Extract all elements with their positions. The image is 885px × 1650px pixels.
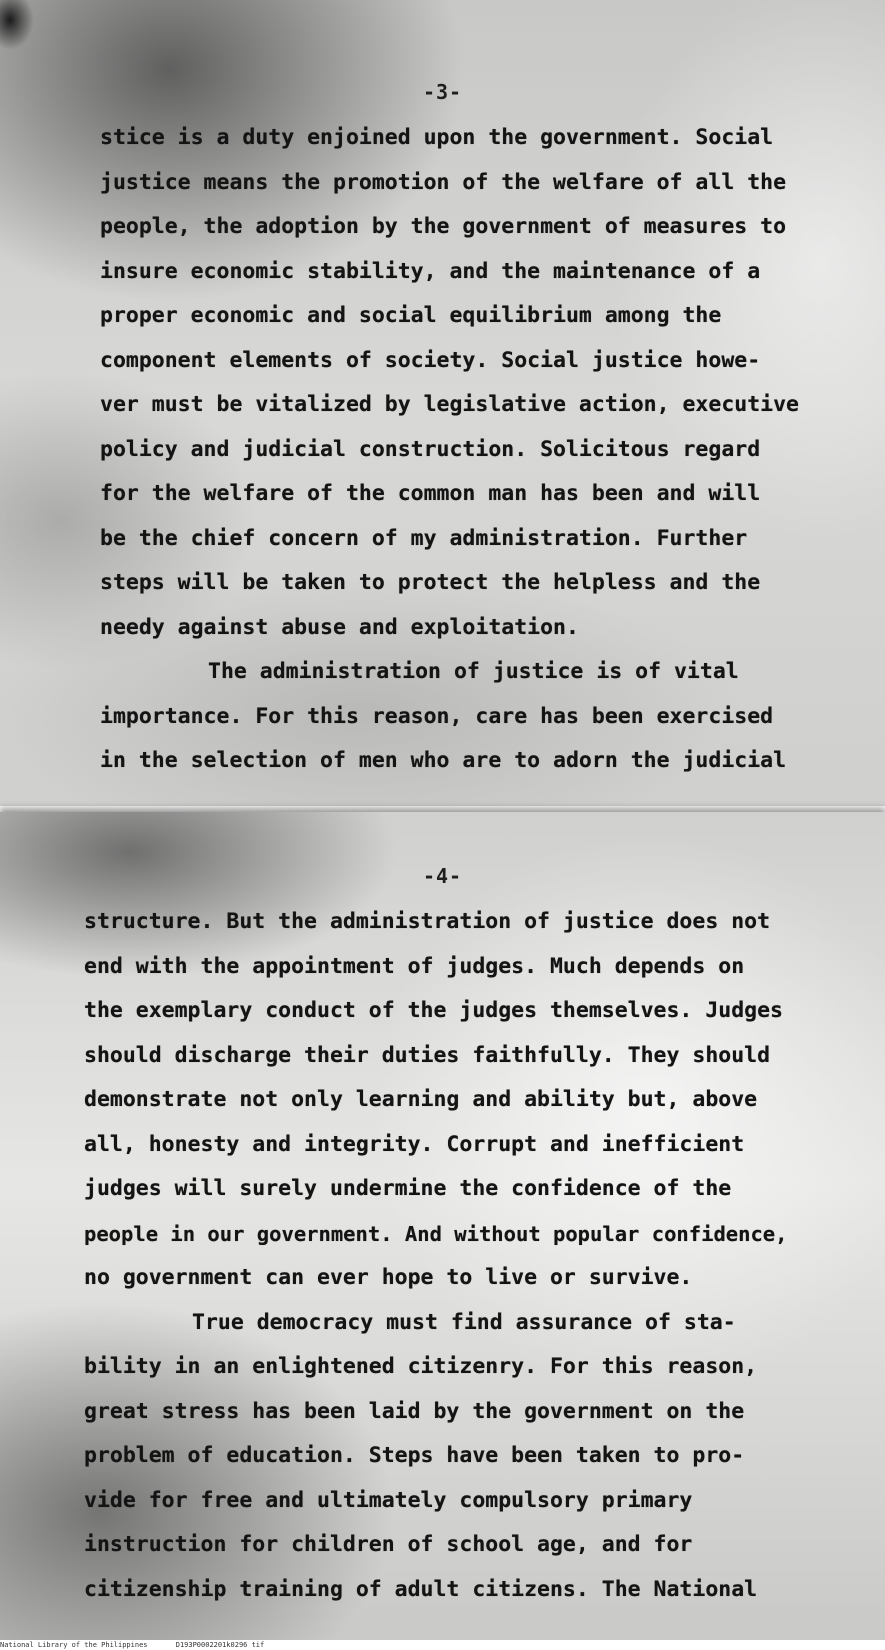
text-line: great stress has been laid by the government on the — [84, 1398, 745, 1424]
text-line: bility in an enlightened citizenry. For this reason, — [84, 1354, 758, 1379]
text-line: steps will be taken to protect the helpless and the — [100, 570, 761, 595]
text-line: insure economic stability, and the maintenance of a — [100, 258, 761, 284]
page-number: -3- — [422, 80, 463, 104]
page-number: -4- — [422, 864, 463, 888]
paragraph-start-line: True democracy must find assurance of sta- — [192, 1309, 736, 1335]
text-line: people in our government. And without popular confidence, — [84, 1221, 788, 1246]
text-line: be the chief concern of my administration. Further — [100, 525, 748, 551]
text-line: judges will surely undermine the confidence of the — [84, 1176, 732, 1201]
text-line: instruction for children of school age, and for — [84, 1532, 693, 1557]
text-line: the exemplary conduct of the judges themselves. Judges — [84, 998, 783, 1023]
text-line: proper economic and social equilibrium among the — [100, 303, 722, 328]
text-line: ver must be vitalized by legislative action, executive — [100, 392, 799, 417]
page-four-text — [84, 900, 864, 1612]
text-line: for the welfare of the common man has been and will — [100, 481, 761, 506]
text-line: justice means the promotion of the welfare of all the — [100, 169, 787, 195]
text-line: importance. For this reason, care has been exercised — [100, 703, 774, 729]
text-line: end with the appointment of judges. Much depends on — [84, 953, 745, 979]
text-line: all, honesty and integrity. Corrupt and inefficient — [84, 1131, 745, 1157]
page-four — [0, 812, 885, 1640]
page-three-text — [100, 116, 880, 784]
text-line: citizenship training of adult citizens. The National — [84, 1576, 758, 1602]
text-line: vide for free and ultimately compulsory primary — [84, 1487, 693, 1513]
page-three — [0, 0, 885, 812]
text-line: should discharge their duties faithfully. They should — [84, 1042, 771, 1068]
text-line: no government can ever hope to live or survive. — [84, 1265, 693, 1290]
paragraph-start-line: The administration of justice is of vital — [208, 659, 739, 684]
text-line: component elements of society. Social justice howe- — [100, 347, 761, 373]
scan-footer — [0, 1640, 885, 1650]
text-line: policy and judicial construction. Solicitous regard — [100, 436, 761, 462]
text-line: in the selection of men who are to adorn the judicial — [100, 748, 787, 773]
file-id-label: D193P0002201k0296 tif — [175, 1641, 265, 1649]
text-line: needy against abuse and exploitation. — [100, 614, 579, 640]
text-line: problem of education. Steps have been taken to pro- — [84, 1443, 745, 1468]
corner-stain — [0, 0, 34, 50]
text-line: stice is a duty enjoined upon the government. Social — [100, 125, 774, 150]
text-line: people, the adoption by the government of measures to — [100, 214, 787, 239]
text-line: structure. But the administration of justice does not — [84, 909, 771, 934]
text-line: demonstrate not only learning and ability but, above — [84, 1087, 758, 1112]
institution-label: National Library of the Philippines — [0, 1641, 148, 1649]
